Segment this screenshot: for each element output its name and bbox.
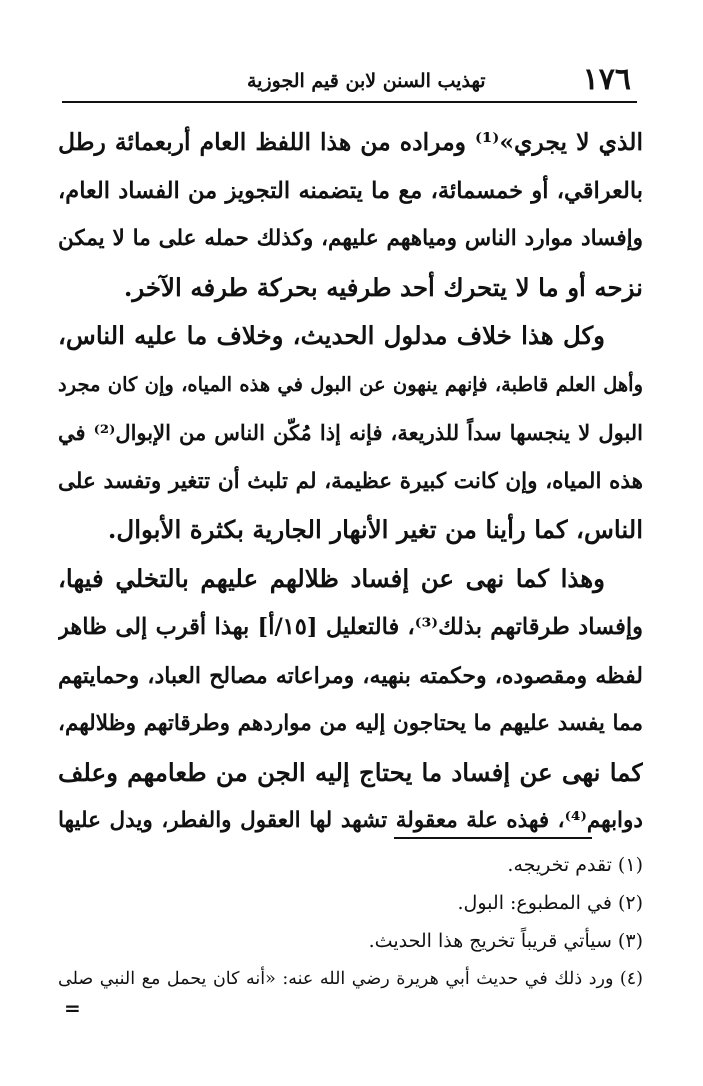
text-line: البول لا ينجسها سداً للذريعة، فإنه إذا مُكّن الناس من الإبوال⁽²⁾ في (58, 420, 643, 445)
text-line: كما نهى عن إفساد ما يحتاج إليه الجن من طعامهم وعلف (58, 757, 643, 787)
footnote: (٤) ورد ذلك في حديث أبي هريرة رضي الله عنه: «أنه كان يحمل مع النبي صلى (58, 969, 643, 989)
text-line: وإفساد موارد الناس ومياههم عليهم، وكذلك حمله على ما لا يمكن (58, 226, 643, 251)
text-line: نزحه أو ما لا يتحرك أحد طرفيه بحركة طرفه الآخر. (123, 272, 643, 302)
text-line: هذه المياه، وإن كانت كبيرة عظيمة، لم تلبث أن تتغير وتفسد على (58, 468, 643, 494)
footnote-separator (394, 837, 592, 839)
running-title: تهذيب السنن لابن قيم الجوزية (247, 70, 486, 92)
text-line: وأهل العلم قاطبة، فإنهم ينهون عن البول في هذه المياه، وإن كان مجرد (58, 372, 643, 396)
footnote: (٣) سيأتي قريباً تخريج هذا الحديث. (368, 930, 643, 952)
text-line: مما يفسد عليهم ما يحتاجون إليه من مواردهم وطرقاتهم وظلالهم، (58, 711, 643, 736)
text-line: وكل هذا خلاف مدلول الحديث، وخلاف ما عليه الناس، (58, 321, 605, 350)
footnote: (٢) في المطبوع: البول. (457, 892, 643, 914)
page-number: ١٧٦ (582, 62, 631, 97)
header-rule (62, 101, 637, 103)
page-header (62, 60, 637, 100)
text-line: دوابهم⁽⁴⁾، فهذه علة معقولة تشهد لها العقول والفطر، ويدل عليها (58, 808, 643, 833)
main-text (58, 118, 643, 846)
continuation-mark: = (64, 996, 81, 1020)
footnotes (58, 846, 643, 998)
footnote: (١) تقدم تخريجه. (507, 854, 643, 876)
text-line: وإفساد طرقاتهم بذلك⁽³⁾، فالتعليل [١٥/أ] بهذا أقرب إلى ظاهر (58, 614, 643, 640)
text-line: الناس، كما رأينا من تغير الأنهار الجارية بكثرة الأبوال. (107, 515, 643, 544)
text-line: وهذا كما نهى عن إفساد ظلالهم عليهم بالتخلي فيها، (58, 563, 605, 593)
text-line: الذي لا يجري»⁽¹⁾ ومراده من هذا اللفظ العام أربعمائة رطل (58, 128, 643, 156)
text-line: لفظه ومقصوده، وحكمته بنهيه، ومراعاته مصالح العباد، وحمايتهم (58, 662, 643, 689)
text-line: بالعراقي، أو خمسمائة، مع ما يتضمنه التجويز من الفساد العام، (58, 177, 643, 204)
